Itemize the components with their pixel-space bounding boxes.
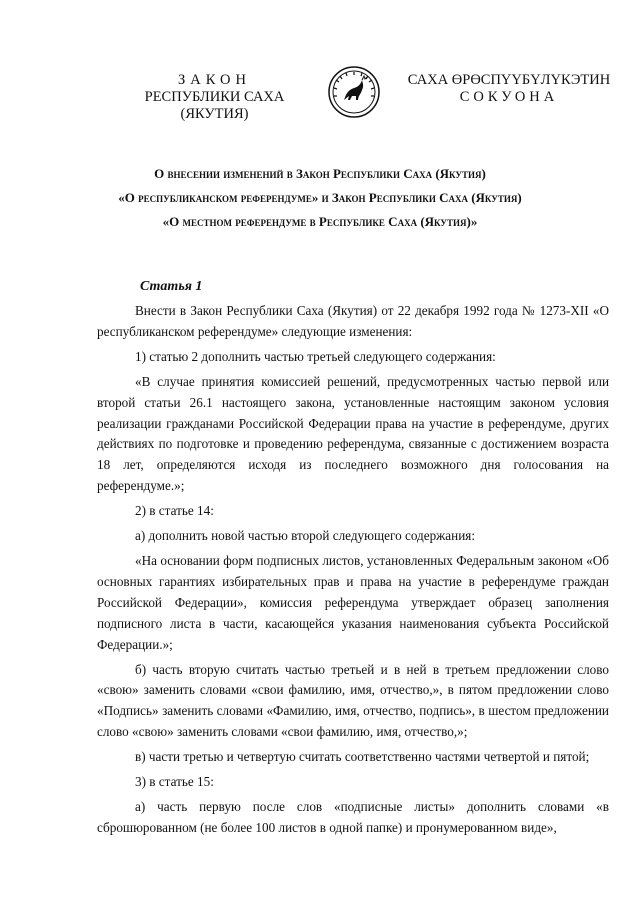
paragraph: б) часть вторую считать частью третьей и в ней в третьем предложении слово «свою» заменить словами «свои фамилию, имя, отчество,», в пятом предложении слово «Подпись» заменить словами «Фамилию, имя, отчество, подпись», в шестом предложении слово «свою» заменить словами «свои фамилию, имя, отчество,»;: [97, 661, 609, 740]
paragraph: Внести в Закон Республики Саха (Якутия) от 22 декабря 1992 года № 1273-XII «О республиканском референдуме» следующие изменения:: [97, 303, 609, 339]
paragraph: а) дополнить новой частью второй следующего содержания:: [135, 528, 475, 544]
header-law-label-yakut: СОКУОНА: [459, 89, 559, 105]
article-body: [97, 301, 609, 843]
document-title: [60, 162, 580, 234]
paragraph: «В случае принятия комиссией решений, предусмотренных частью первой или второй статьи 26.1 настоящего закона, установленные настоящим законом условия реализации гражданами Российской Федерации права на участие в референдуме, других действиях по подготовке и проведению референдума, связанные с достижением возраста 18 лет, определяются исходя из последнего возможного дня голосования на референдуме.»;: [97, 373, 609, 494]
article-heading: Статья 1: [140, 279, 203, 294]
paragraph: 1) статью 2 дополнить частью третьей следующего содержания:: [135, 348, 496, 364]
paragraph: 2) в статье 14:: [135, 503, 214, 519]
title-line: «О местном референдуме в Республике Саха (Якутия)»: [162, 214, 478, 229]
law-header-russian: [112, 72, 317, 123]
paragraph: 3) в статье 15:: [135, 774, 214, 790]
header-republic-name-yakut: САХА ӨРӨСПҮҮБҮЛҮКЭТИН: [407, 72, 611, 88]
coat-of-arms-emblem-icon: [328, 66, 380, 118]
title-line: «О республиканском референдуме» и Закон Республики Саха (Якутия): [118, 190, 522, 205]
paragraph: «На основании форм подписных листов, установленных Федеральным законом «Об основных гарантиях избирательных прав и права на участие в референдуме граждан Российской Федерации», комиссия референдума утверждает образец заполнения подписного листа в части, касающейся указания наименования субъекта Российской Федерации.»;: [97, 552, 609, 652]
law-header-yakut: [404, 72, 614, 106]
paragraph: а) часть первую после слов «подписные листы» дополнить словами «в сброшюрованном (не более 100 листов в одной папке) и пронумерованном виде»,: [97, 798, 609, 835]
header-republic-name: РЕСПУБЛИКИ САХА (ЯКУТИЯ): [144, 89, 285, 122]
title-line: О внесении изменений в Закон Республики Саха (Якутия): [154, 166, 486, 181]
header-law-label: ЗАКОН: [178, 72, 251, 88]
paragraph: в) части третью и четвертую считать соответственно частями четвертой и пятой;: [135, 749, 590, 765]
